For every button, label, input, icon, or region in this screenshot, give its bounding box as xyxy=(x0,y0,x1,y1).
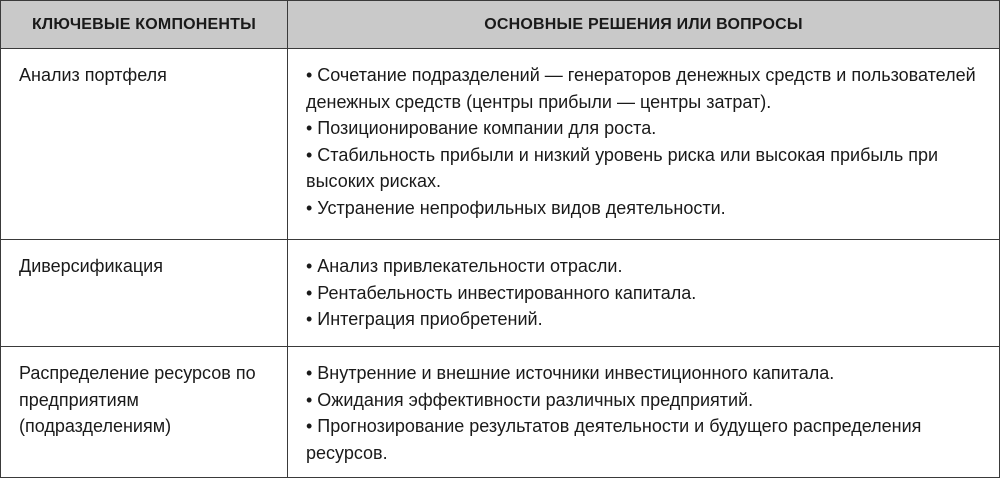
list-item: • Рентабельность инвестированного капитала. xyxy=(306,282,697,303)
header-main-decisions: ОСНОВНЫЕ РЕШЕНИЯ ИЛИ ВОПРОСЫ xyxy=(288,1,1000,49)
row-component-cell: Анализ портфеля xyxy=(1,49,288,240)
list-item: • Сочетание подразделений — генераторов денежных средств и пользователей денежных средств (центры прибыли — центры затрат). xyxy=(306,65,976,112)
row-items-cell xyxy=(288,240,1000,347)
list-item: • Прогнозирование результатов деятельности и будущего распределения ресурсов. xyxy=(306,416,922,463)
list-item: • Ожидания эффективности различных предприятий. xyxy=(306,389,754,410)
row-items-cell xyxy=(288,347,1000,478)
list-item: • Позиционирование компании для роста. xyxy=(306,118,657,138)
header-key-components: КЛЮЧЕВЫЕ КОМПОНЕНТЫ xyxy=(1,1,288,49)
table-row xyxy=(1,347,1000,478)
list-item: • Внутренние и внешние источники инвестиционного капитала. xyxy=(306,363,835,383)
table-row xyxy=(1,240,1000,347)
list-item: • Устранение непрофильных видов деятельности. xyxy=(306,197,726,218)
table-row xyxy=(1,49,1000,240)
list-item: • Стабильность прибыли и низкий уровень риска или высокая прибыль при высоких рисках. xyxy=(306,144,939,191)
list-item: • Анализ привлекательности отрасли. xyxy=(306,256,623,276)
row-component-cell: Диверсификация xyxy=(1,240,288,347)
table-header-row xyxy=(1,1,1000,49)
list-item: • Интеграция приобретений. xyxy=(306,309,543,329)
row-component-cell: Распределение ресурсов по предприятиям (подразделениям) xyxy=(1,347,288,478)
row-items-cell xyxy=(288,49,1000,240)
